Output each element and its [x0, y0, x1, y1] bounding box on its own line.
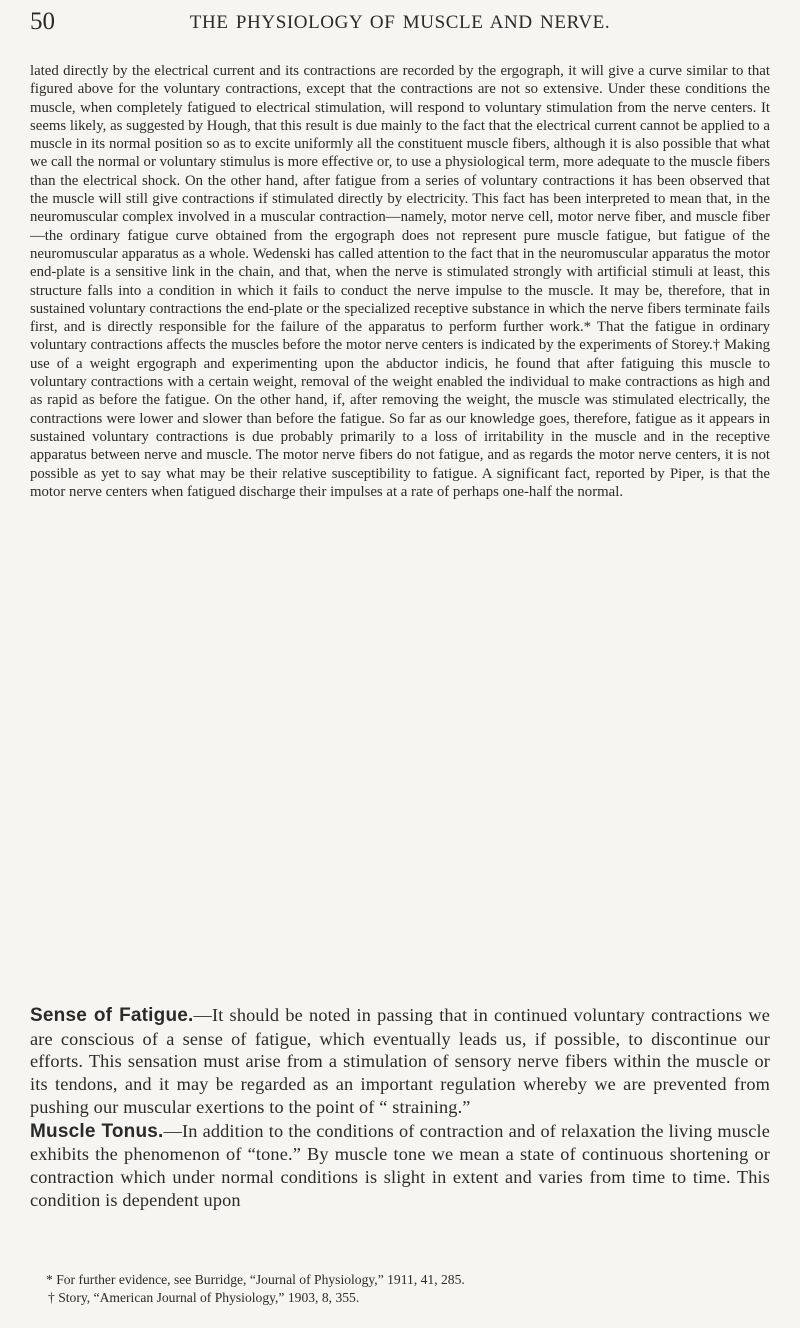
section-heading: Muscle Tonus. [30, 1120, 164, 1142]
body-paragraph: lated directly by the electrical current and its contractions are recorded by the ergograph, it will give a curve similar to that figured above for the voluntary contractions, except that the contractions are not so extensive. Under these conditions the muscle, when completely fatigued to electrical stimulation, will respond to voluntary stimulation from the nerve centers. It seems likely, as suggested by Hough, that this result is due mainly to the fact that the electrical current cannot be applied to a muscle in its normal position so as to excite uniformly all the constituent muscle fibers, although it is also possible that what we call the normal or voluntary stimulus is more effective or, to use a physiological term, more adequate to the muscle fibers than the electrical shock. On the other hand, after fatigue from a series of voluntary contractions it has been observed that the muscle will still give contractions if stimulated directly by electricity. This fact has been interpreted to mean that, in the neuromuscular complex involved in a muscular contraction—namely, motor nerve cell, motor nerve fiber, and muscle fiber—the ordinary fatigue curve obtained from the ergograph does not represent pure muscle fatigue, but fatigue of the neuromuscular apparatus as a whole. Wedenski has called attention to the fact that in the neuromuscular apparatus the motor end-plate is a sensitive link in the chain, and that, when the nerve is stimulated strongly with artificial stimuli at least, this structure falls into a condition in which it fails to conduct the nerve impulse to the muscle. It may be, therefore, that in sustained voluntary contractions the end-plate or the specialized receptive substance in which the nerve fibers terminate fails first, and is directly responsible for the failure of the apparatus to perform further work.* That the fatigue in ordinary voluntary contractions affects the muscles before the motor nerve centers is indicated by the experiments of Storey.† Making use of a weight ergograph and experimenting upon the abductor indicis, he found that after fatiguing this muscle to voluntary contractions with a certain weight, removal of the weight enabled the individual to make contractions as high and as rapid as before the fatigue. On the other hand, if, after removing the weight, the muscle was stimulated electrically, the contractions were lower and slower than before the fatigue. So far as our knowledge goes, therefore, fatigue as it appears in sustained voluntary contractions is due probably primarily to a loss of irritability in the muscle and in the receptive apparatus between nerve and muscle. The motor nerve fibers do not fatigue, and as regards the motor nerve centers, it is not possible as yet to say what may be their relative susceptibility to fatigue. A significant fact, reported by Piper, is that the motor nerve centers when fatigued discharge their impulses at a rate of perhaps one-half the normal. [30, 63, 770, 500]
page-number: 50 [30, 8, 55, 35]
small-print-body [30, 62, 770, 501]
page-header [30, 8, 770, 40]
large-print-body [30, 1004, 770, 1211]
footnote: * For further evidence, see Burridge, “Journal of Physiology,” 1911, 41, 285. [46, 1272, 465, 1287]
section-text: —It should be noted in passing that in continued voluntary contractions we are conscious of a sense of fatigue, which eventually leads us, if possible, to discontinue our efforts. This sensation must arise from a stimulation of sensory nerve fibers within the muscle or its tendons, and it may be regarded as an important regulation whereby we are prevented from pushing our muscular exertions to the point of “ straining.” [30, 1005, 770, 1117]
section-muscle-tonus [30, 1120, 770, 1212]
running-title: THE PHYSIOLOGY OF MUSCLE AND NERVE. [189, 12, 611, 33]
section-text: —In addition to the conditions of contraction and of relaxation the living muscle exhibits the phenomenon of “tone.” By muscle tone we mean a state of continuous shortening or contraction which under normal conditions is slight in extent and varies from time to time. This condition is dependent upon [30, 1120, 771, 1210]
section-sense-of-fatigue [30, 1004, 770, 1119]
section-heading: Sense of Fatigue. [30, 1005, 194, 1026]
footnote: † Story, “American Journal of Physiology,” 1903, 8, 355. [48, 1289, 360, 1305]
footnotes [30, 1271, 770, 1306]
